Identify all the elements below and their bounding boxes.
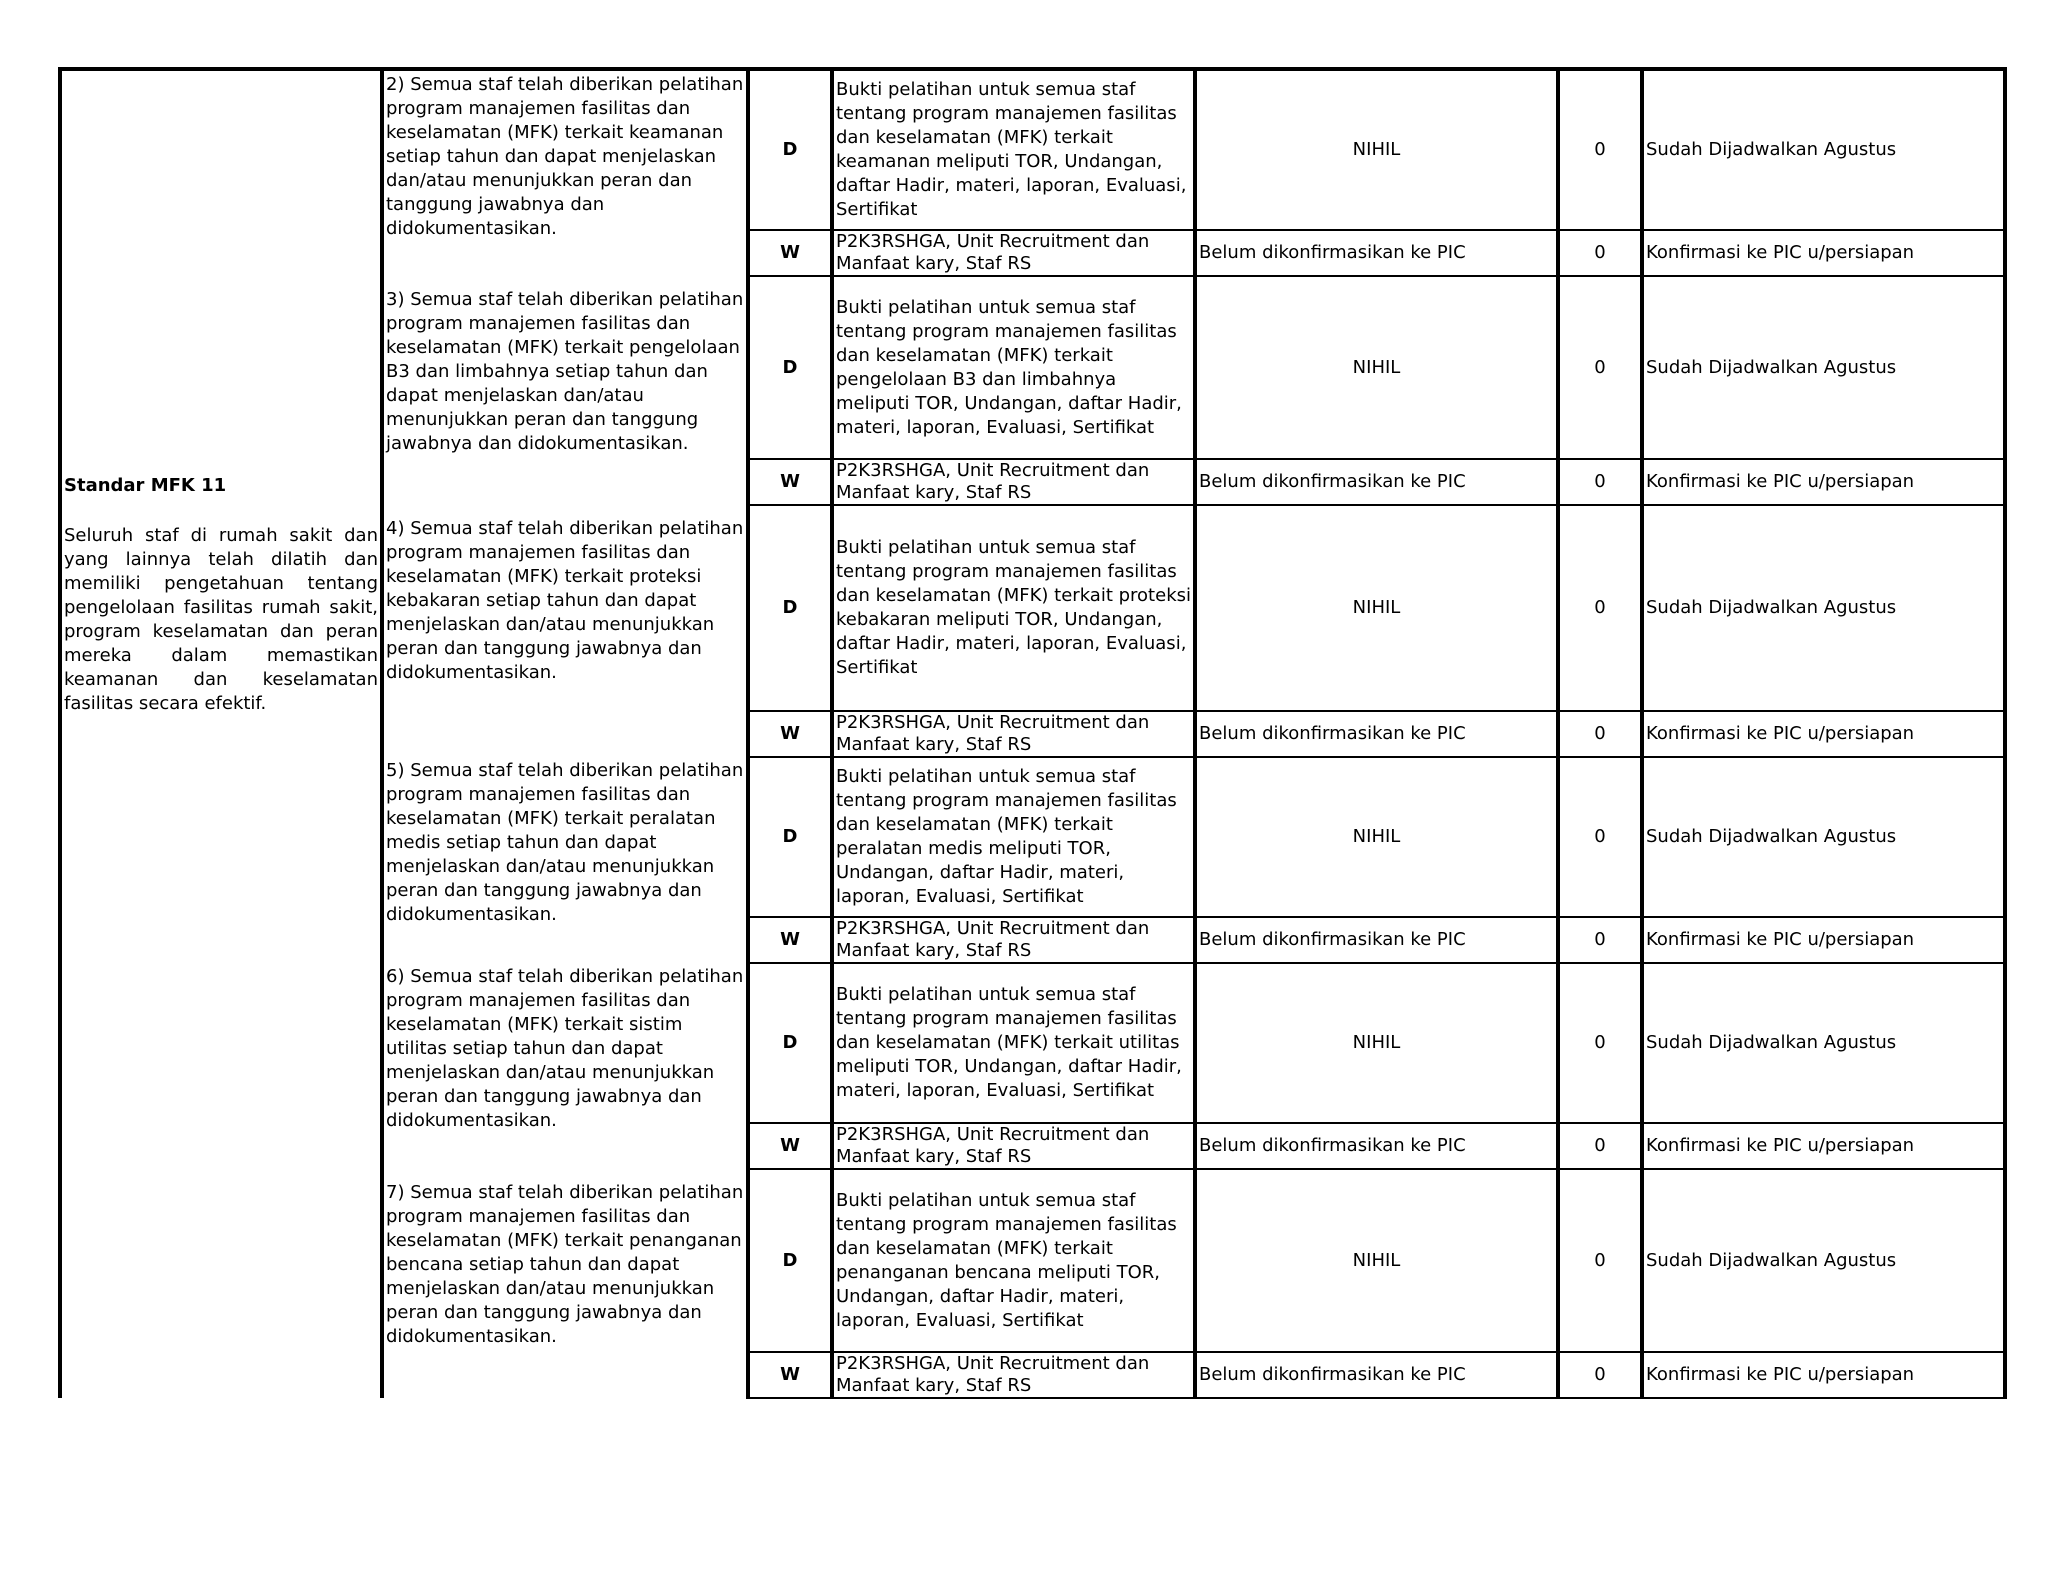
evidence-cell: Bukti pelatihan untuk semua staf tentang program manajemen fasilitas dan keselamatan (MFK) terkait keamanan meliputi TOR, Undangan, daftar Hadir, materi, laporan, Evaluasi, Sertifikat xyxy=(832,69,1195,230)
score-cell: 0 xyxy=(1558,711,1642,757)
followup-cell: Konfirmasi ke PIC u/persiapan xyxy=(1642,711,2005,757)
evidence-cell: P2K3RSHGA, Unit Recruitment dan Manfaat kary, Staf RS xyxy=(832,917,1195,963)
followup-cell: Sudah Dijadwalkan Agustus xyxy=(1642,1169,2005,1352)
evidence-cell: P2K3RSHGA, Unit Recruitment dan Manfaat kary, Staf RS xyxy=(832,1123,1195,1169)
score-cell: 0 xyxy=(1558,459,1642,505)
element-cell: 4) Semua staf telah diberikan pelatihan program manajemen fasilitas dan keselamatan (MFK) terkait proteksi kebakaran setiap tahun dan dapat menjelaskan dan/atau menunjukkan peran dan tanggung jawabnya dan didokumentasikan. xyxy=(382,505,748,757)
evidence-cell: Bukti pelatihan untuk semua staf tentang program manajemen fasilitas dan keselamatan (MFK) terkait pengelolaan B3 dan limbahnya meliputi TOR, Undangan, daftar Hadir, materi, laporan, Evaluasi, Sertifikat xyxy=(832,276,1195,459)
assessment-table xyxy=(58,67,2007,1399)
finding-cell: Belum dikonfirmasikan ke PIC xyxy=(1195,459,1558,505)
method-code: W xyxy=(748,1352,832,1398)
followup-cell: Konfirmasi ke PIC u/persiapan xyxy=(1642,917,2005,963)
finding-cell: NIHIL xyxy=(1195,1169,1558,1352)
method-code: D xyxy=(748,276,832,459)
element-cell: 2) Semua staf telah diberikan pelatihan program manajemen fasilitas dan keselamatan (MFK) terkait keamanan setiap tahun dan dapat menjelaskan dan/atau menunjukkan peran dan tanggung jawabnya dan didokumentasikan. xyxy=(382,69,748,276)
followup-cell: Konfirmasi ke PIC u/persiapan xyxy=(1642,230,2005,276)
method-code: D xyxy=(748,505,832,711)
method-code: W xyxy=(748,711,832,757)
evidence-cell: Bukti pelatihan untuk semua staf tentang program manajemen fasilitas dan keselamatan (MFK) terkait peralatan medis meliputi TOR, Undangan, daftar Hadir, materi, laporan, Evaluasi, Sertifikat xyxy=(832,757,1195,917)
method-code: W xyxy=(748,230,832,276)
method-code: W xyxy=(748,1123,832,1169)
finding-cell: NIHIL xyxy=(1195,963,1558,1123)
assessment-table-body xyxy=(60,69,2005,1398)
method-code: D xyxy=(748,69,832,230)
evidence-cell: P2K3RSHGA, Unit Recruitment dan Manfaat kary, Staf RS xyxy=(832,230,1195,276)
method-code: D xyxy=(748,963,832,1123)
finding-cell: NIHIL xyxy=(1195,757,1558,917)
score-cell: 0 xyxy=(1558,757,1642,917)
element-cell: 3) Semua staf telah diberikan pelatihan program manajemen fasilitas dan keselamatan (MFK) terkait pengelolaan B3 dan limbahnya setiap tahun dan dapat menjelaskan dan/atau menunjukkan peran dan tanggung jawabnya dan didokumentasikan. xyxy=(382,276,748,505)
method-code: W xyxy=(748,459,832,505)
finding-cell: Belum dikonfirmasikan ke PIC xyxy=(1195,711,1558,757)
score-cell: 0 xyxy=(1558,276,1642,459)
standard-title: Standar MFK 11 xyxy=(64,475,227,496)
score-cell: 0 xyxy=(1558,1352,1642,1398)
followup-cell: Konfirmasi ke PIC u/persiapan xyxy=(1642,1123,2005,1169)
evidence-cell: Bukti pelatihan untuk semua staf tentang program manajemen fasilitas dan keselamatan (MFK) terkait proteksi kebakaran meliputi TOR, Undangan, daftar Hadir, materi, laporan, Evaluasi, Sertifikat xyxy=(832,505,1195,711)
evidence-cell: Bukti pelatihan untuk semua staf tentang program manajemen fasilitas dan keselamatan (MFK) terkait utilitas meliputi TOR, Undangan, daftar Hadir, materi, laporan, Evaluasi, Sertifikat xyxy=(832,963,1195,1123)
finding-cell: NIHIL xyxy=(1195,276,1558,459)
element-cell: 7) Semua staf telah diberikan pelatihan program manajemen fasilitas dan keselamatan (MFK) terkait penanganan bencana setiap tahun dan dapat menjelaskan dan/atau menunjukkan peran dan tanggung jawabnya dan didokumentasikan. xyxy=(382,1169,748,1398)
method-code: W xyxy=(748,917,832,963)
finding-cell: Belum dikonfirmasikan ke PIC xyxy=(1195,1352,1558,1398)
table-row xyxy=(60,69,2005,230)
score-cell: 0 xyxy=(1558,1169,1642,1352)
standard-description: Seluruh staf di rumah sakit dan yang lainnya telah dilatih dan memiliki pengetahuan tentang pengelolaan fasilitas rumah sakit, program keselamatan dan peran mereka dalam memastikan keamanan dan keselamatan fasilitas secara efektif. xyxy=(64,525,378,714)
followup-cell: Sudah Dijadwalkan Agustus xyxy=(1642,963,2005,1123)
followup-cell: Konfirmasi ke PIC u/persiapan xyxy=(1642,1352,2005,1398)
evidence-cell: P2K3RSHGA, Unit Recruitment dan Manfaat kary, Staf RS xyxy=(832,1352,1195,1398)
method-code: D xyxy=(748,757,832,917)
assessment-sheet xyxy=(58,67,2007,1399)
evidence-cell: Bukti pelatihan untuk semua staf tentang program manajemen fasilitas dan keselamatan (MFK) terkait penanganan bencana meliputi TOR, Undangan, daftar Hadir, materi, laporan, Evaluasi, Sertifikat xyxy=(832,1169,1195,1352)
followup-cell: Sudah Dijadwalkan Agustus xyxy=(1642,69,2005,230)
evidence-cell: P2K3RSHGA, Unit Recruitment dan Manfaat kary, Staf RS xyxy=(832,459,1195,505)
followup-cell: Konfirmasi ke PIC u/persiapan xyxy=(1642,459,2005,505)
score-cell: 0 xyxy=(1558,505,1642,711)
score-cell: 0 xyxy=(1558,917,1642,963)
standard-cell xyxy=(60,69,382,1398)
finding-cell: NIHIL xyxy=(1195,505,1558,711)
method-code: D xyxy=(748,1169,832,1352)
finding-cell: Belum dikonfirmasikan ke PIC xyxy=(1195,1123,1558,1169)
finding-cell: Belum dikonfirmasikan ke PIC xyxy=(1195,230,1558,276)
score-cell: 0 xyxy=(1558,69,1642,230)
element-cell: 6) Semua staf telah diberikan pelatihan program manajemen fasilitas dan keselamatan (MFK) terkait sistim utilitas setiap tahun dan dapat menjelaskan dan/atau menunjukkan peran dan tanggung jawabnya dan didokumentasikan. xyxy=(382,963,748,1169)
followup-cell: Sudah Dijadwalkan Agustus xyxy=(1642,505,2005,711)
followup-cell: Sudah Dijadwalkan Agustus xyxy=(1642,276,2005,459)
score-cell: 0 xyxy=(1558,963,1642,1123)
finding-cell: NIHIL xyxy=(1195,69,1558,230)
score-cell: 0 xyxy=(1558,1123,1642,1169)
evidence-cell: P2K3RSHGA, Unit Recruitment dan Manfaat kary, Staf RS xyxy=(832,711,1195,757)
followup-cell: Sudah Dijadwalkan Agustus xyxy=(1642,757,2005,917)
element-cell: 5) Semua staf telah diberikan pelatihan program manajemen fasilitas dan keselamatan (MFK) terkait peralatan medis setiap tahun dan dapat menjelaskan dan/atau menunjukkan peran dan tanggung jawabnya dan didokumentasikan. xyxy=(382,757,748,963)
score-cell: 0 xyxy=(1558,230,1642,276)
finding-cell: Belum dikonfirmasikan ke PIC xyxy=(1195,917,1558,963)
